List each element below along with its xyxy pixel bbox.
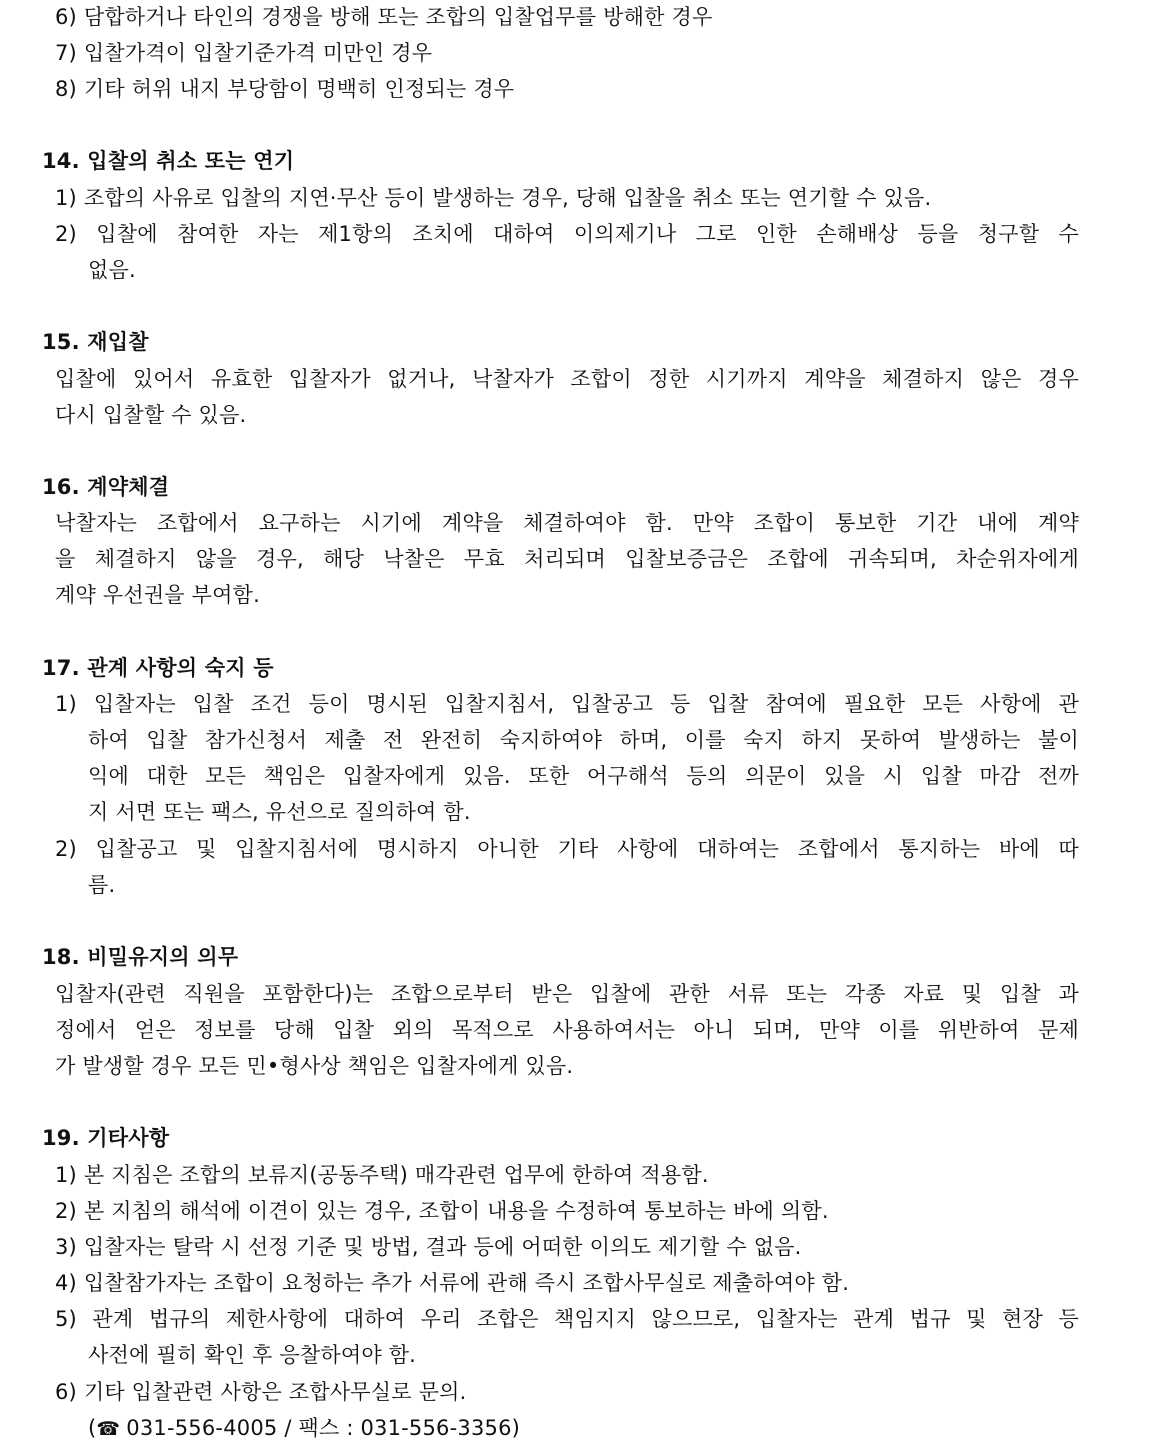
paragraph-line: 입찰에 있어서 유효한 입찰자가 없거나, 낙찰자가 조합이 정한 시기까지 계약을 체결하지 않은 경우 [55,367,1079,391]
contact-open-paren: ( [88,1416,97,1440]
list-item: 7) 입찰가격이 입찰기준가격 미만인 경우 [55,41,433,65]
section-heading-16: 16. 계약체결 [42,475,170,499]
section-heading-19: 19. 기타사항 [42,1126,170,1150]
paragraph-line: 입찰자(관련 직원을 포함한다)는 조합으로부터 받은 입찰에 관한 서류 또는 각종 자료 및 입찰 과 [55,982,1079,1006]
list-item: 4) 입찰참가자는 조합이 요청하는 추가 서류에 관해 즉시 조합사무실로 제출하여야 함. [55,1271,850,1295]
list-item: 8) 기타 허위 내지 부당함이 명백히 인정되는 경우 [55,77,515,101]
list-item: 1) 본 지침은 조합의 보류지(공동주택) 매각관련 업무에 한하여 적용함. [55,1163,709,1187]
contact-line [88,1415,520,1442]
list-item: 1) 입찰자는 입찰 조건 등이 명시된 입찰지침서, 입찰공고 등 입찰 참여에 필요한 모든 사항에 관 [55,692,1079,716]
list-item: 3) 입찰자는 탈락 시 선정 기준 및 방법, 결과 등에 어떠한 이의도 제기할 수 없음. [55,1235,802,1259]
section-heading-14: 14. 입찰의 취소 또는 연기 [42,149,295,173]
paragraph-line: 가 발생할 경우 모든 민•형사상 책임은 입찰자에게 있음. [55,1054,574,1078]
list-item: 6) 기타 입찰관련 사항은 조합사무실로 문의. [55,1380,467,1404]
list-item: 2) 입찰공고 및 입찰지침서에 명시하지 아니한 기타 사항에 대하여는 조합에서 통지하는 바에 따 [55,837,1079,861]
list-item-continuation: 하여 입찰 참가신청서 제출 전 완전히 숙지하여야 하며, 이를 숙지 하지 못하여 발생하는 불이 [88,728,1079,752]
list-item-continuation: 지 서면 또는 팩스, 유선으로 질의하여 함. [88,800,471,824]
list-item: 2) 입찰에 참여한 자는 제1항의 조치에 대하여 이의제기나 그로 인한 손해배상 등을 청구할 수 [55,222,1079,246]
paragraph-line: 정에서 얻은 정보를 당해 입찰 외의 목적으로 사용하여서는 아니 되며, 만약 이를 위반하여 문제 [55,1018,1079,1042]
paragraph-line: 을 체결하지 않을 경우, 해당 낙찰은 무효 처리되며 입찰보증금은 조합에 귀속되며, 차순위자에게 [55,547,1079,571]
phone-icon: ☎ [96,1418,121,1440]
paragraph-line: 낙찰자는 조합에서 요구하는 시기에 계약을 체결하여야 함. 만약 조합이 통보한 기간 내에 계약 [55,511,1079,535]
list-item-continuation: 익에 대한 모든 책임은 입찰자에게 있음. 또한 어구해석 등의 의문이 있을 시 입찰 마감 전까 [88,764,1079,788]
list-item: 6) 담합하거나 타인의 경쟁을 방해 또는 조합의 입찰업무를 방해한 경우 [55,5,713,29]
list-item: 1) 조합의 사유로 입찰의 지연·무산 등이 발생하는 경우, 당해 입찰을 취소 또는 연기할 수 있음. [55,186,932,210]
list-item-continuation: 사전에 필히 확인 후 응찰하여야 함. [88,1343,417,1367]
contact-numbers: 031-556-4005 / 팩스 : 031-556-3356) [126,1416,521,1440]
list-item-continuation: 름. [88,873,116,897]
paragraph-line: 다시 입찰할 수 있음. [55,403,247,427]
section-heading-15: 15. 재입찰 [42,330,149,354]
list-item-continuation: 없음. [88,258,136,282]
paragraph-line: 계약 우선권을 부여함. [55,583,260,607]
list-item: 2) 본 지침의 해석에 이견이 있는 경우, 조합이 내용을 수정하여 통보하는 바에 의함. [55,1199,829,1223]
list-item: 5) 관계 법규의 제한사항에 대하여 우리 조합은 책임지지 않으므로, 입찰자는 관계 법규 및 현장 등 [55,1307,1079,1331]
section-heading-17: 17. 관계 사항의 숙지 등 [42,656,274,680]
section-heading-18: 18. 비밀유지의 의무 [42,945,239,969]
